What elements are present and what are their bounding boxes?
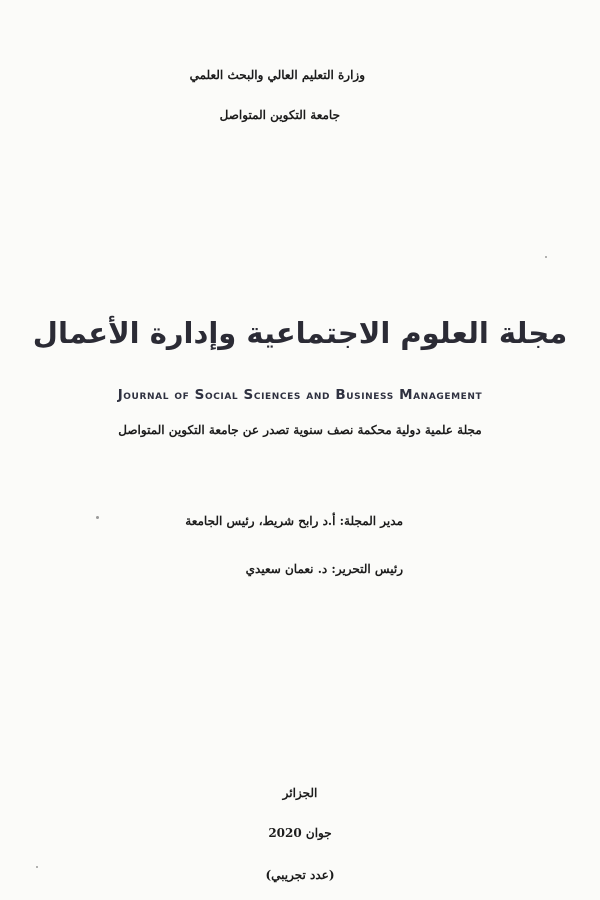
scan-speck [545, 256, 547, 258]
journal-title-arabic: مجلة العلوم الاجتماعية وإدارة الأعمال [32, 316, 568, 350]
journal-director: مدير المجلة: أ.د رابح شريط، رئيس الجامعة [185, 514, 403, 528]
publication-place: الجزائر [282, 786, 318, 800]
ministry-name: وزارة التعليم العالي والبحث العلمي [189, 68, 365, 82]
editor-in-chief: رئيس التحرير: د. نعمان سعيدي [245, 562, 403, 576]
journal-title-english: Journal of Social Sciences and Business Management [117, 387, 483, 403]
issue-label: (عدد تجريبي) [265, 868, 335, 882]
publication-date: جوان 2020 [268, 826, 332, 840]
university-name: جامعة التكوين المتواصل [219, 108, 340, 122]
journal-description: مجلة علمية دولية محكمة نصف سنوية تصدر عن جامعة التكوين المتواصل [118, 423, 482, 437]
scan-speck [36, 866, 38, 868]
scan-speck [96, 516, 99, 519]
